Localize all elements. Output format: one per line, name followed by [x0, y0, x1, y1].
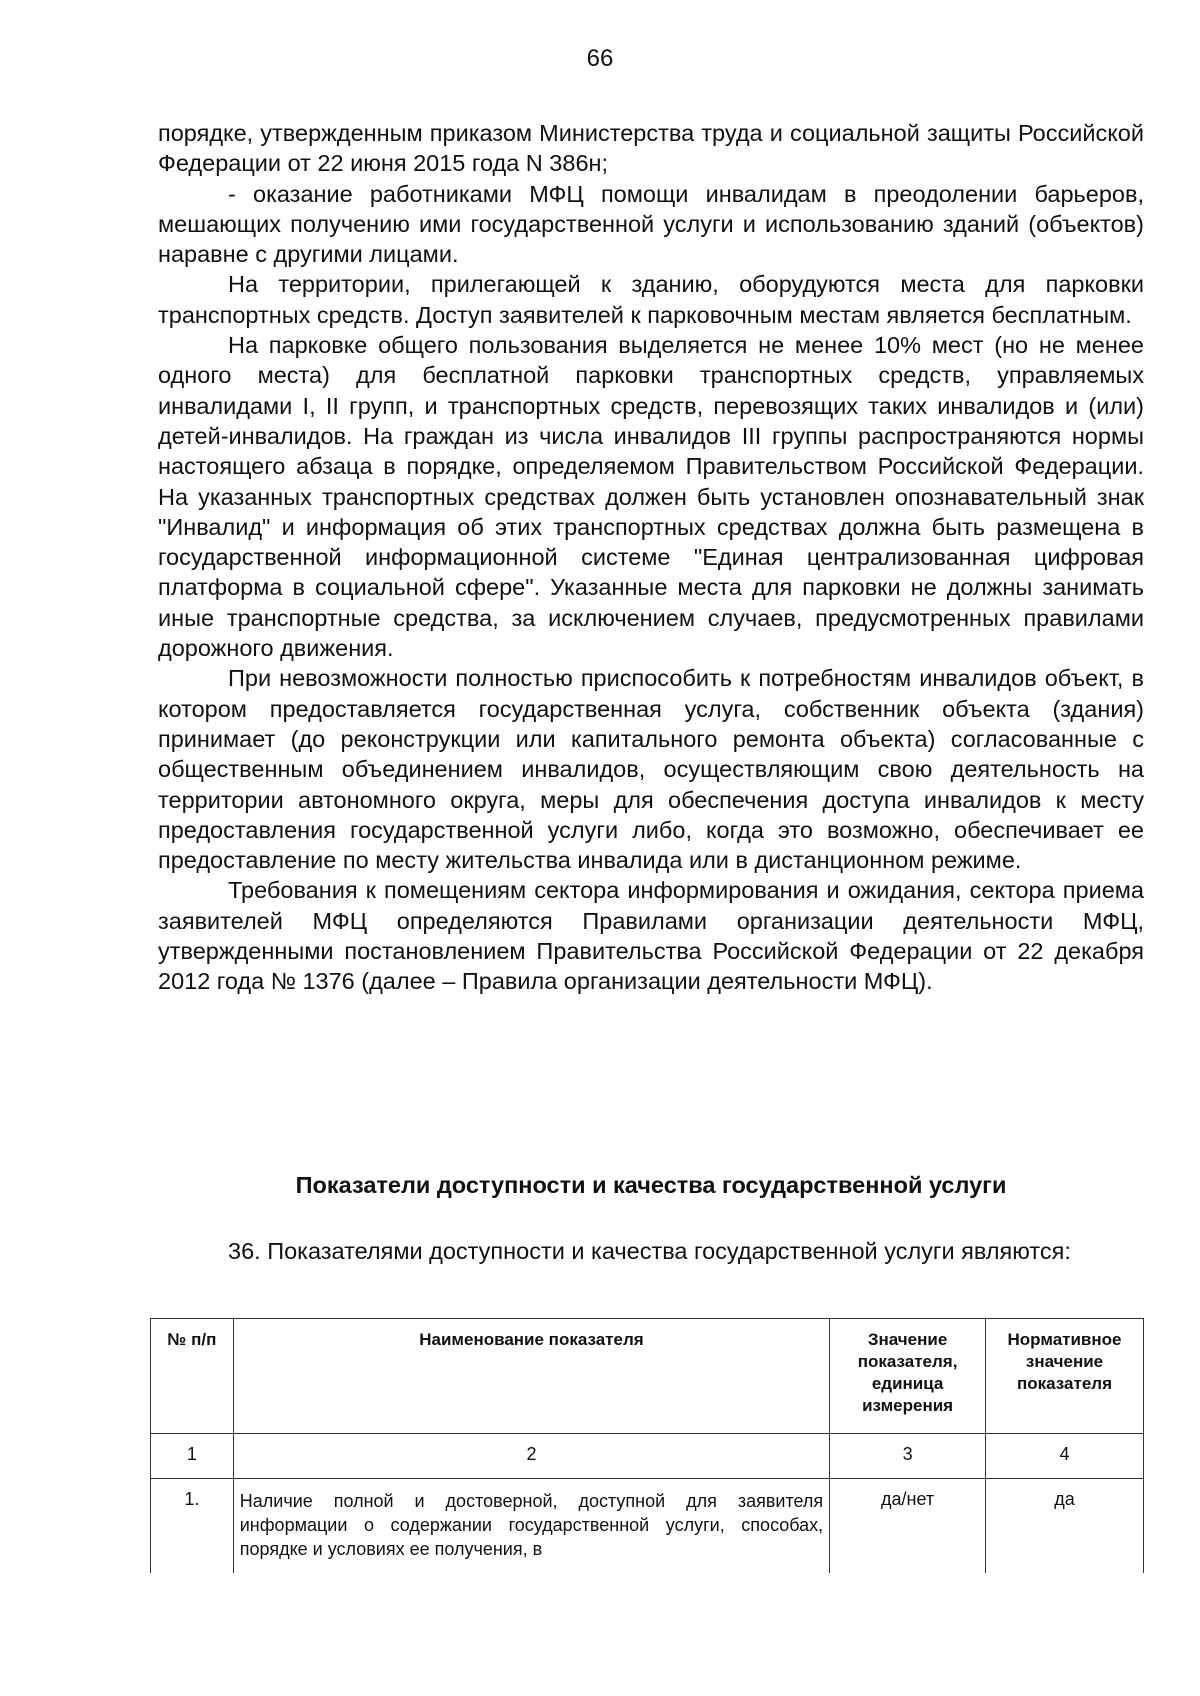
paragraph: - оказание работниками МФЦ помощи инвалидам в преодолении барьеров, мешающих получению ими государственной услуги и использованию зданий (объектов) наравне с другими лицами. [158, 180, 1144, 268]
paragraph: На парковке общего пользования выделяется не менее 10% мест (но не менее одного места) для бесплатной парковки транспортных средств, управляемых инвалидами I, II групп, и транспортных средств, перевозящих таких инвалидов и (или) детей-инвалидов. На граждан из числа инвалидов III группы распространяются нормы настоящего абзаца в порядке, определяемом Правительством Российской Федерации. На указанных транспортных средствах должен быть установлен опознавательный знак "Инвалид" и информация об этих транспортных средствах должна быть размещена в государственной информационной системе "Единая централизованная цифровая платформа в социальной сфере". Указанные места для парковки не должны занимать иные транспортные средства, за исключением случаев, предусмотренных правилами дорожного движения. [158, 332, 1144, 662]
row-number-cell: 1. [151, 1479, 234, 1574]
header-cell-name: Наименование показателя [233, 1319, 829, 1434]
table-header-row [151, 1319, 1144, 1434]
table-row [151, 1479, 1144, 1574]
item-36-paragraph: 36. Показателями доступности и качества государственной услуги являются: [228, 1238, 1071, 1264]
row-norm-cell: да [986, 1479, 1144, 1574]
row-unit-cell: да/нет [830, 1479, 986, 1574]
section-heading: Показатели доступности и качества государственной услуги [295, 1172, 1007, 1198]
paragraph: При невозможности полностью приспособить к потребностям инвалидов объект, в котором предоставляется государственная услуга, собственник объекта (здания) принимает (до реконструкции или капитального ремонта объекта) согласованные с общественным объединением инвалидов, осуществляющим свою деятельность на территории автономного округа, меры для обеспечения доступа инвалидов к месту предоставления государственной услуги либо, когда это возможно, обеспечивает ее предоставление по месту жительства инвалида или в дистанционном режиме. [158, 665, 1144, 874]
paragraph: Требования к помещениям сектора информирования и ожидания, сектора приема заявителей МФЦ определяются Правилами организации деятельности МФЦ, утвержденными постановлением Правительства Российской Федерации от 22 декабря 2012 года № 1376 (далее – Правила организации деятельности МФЦ). [158, 877, 1144, 995]
page-number: 66 [586, 45, 614, 72]
column-number-cell: 1 [151, 1434, 234, 1479]
column-number-cell: 3 [830, 1434, 986, 1479]
row-name-cell: Наличие полной и достоверной, доступной для заявителя информации о содержании государственной услуги, способах, порядке и условиях ее получения, в [233, 1479, 829, 1574]
indicators-table [150, 1318, 1144, 1573]
body-text [158, 118, 1144, 997]
column-number-row [151, 1434, 1144, 1479]
paragraph: На территории, прилегающей к зданию, оборудуются места для парковки транспортных средств. Доступ заявителей к парковочным местам является бесплатным. [158, 271, 1144, 328]
column-number-cell: 2 [233, 1434, 829, 1479]
header-cell-norm: Нормативное значение показателя [986, 1319, 1144, 1434]
header-cell-number: № п/п [151, 1319, 234, 1434]
header-cell-unit: Значение показателя, единица измерения [830, 1319, 986, 1434]
column-number-cell: 4 [986, 1434, 1144, 1479]
paragraph: порядке, утвержденным приказом Министерства труда и социальной защиты Российской Федерации от 22 июня 2015 года N 386н; [158, 120, 1144, 177]
